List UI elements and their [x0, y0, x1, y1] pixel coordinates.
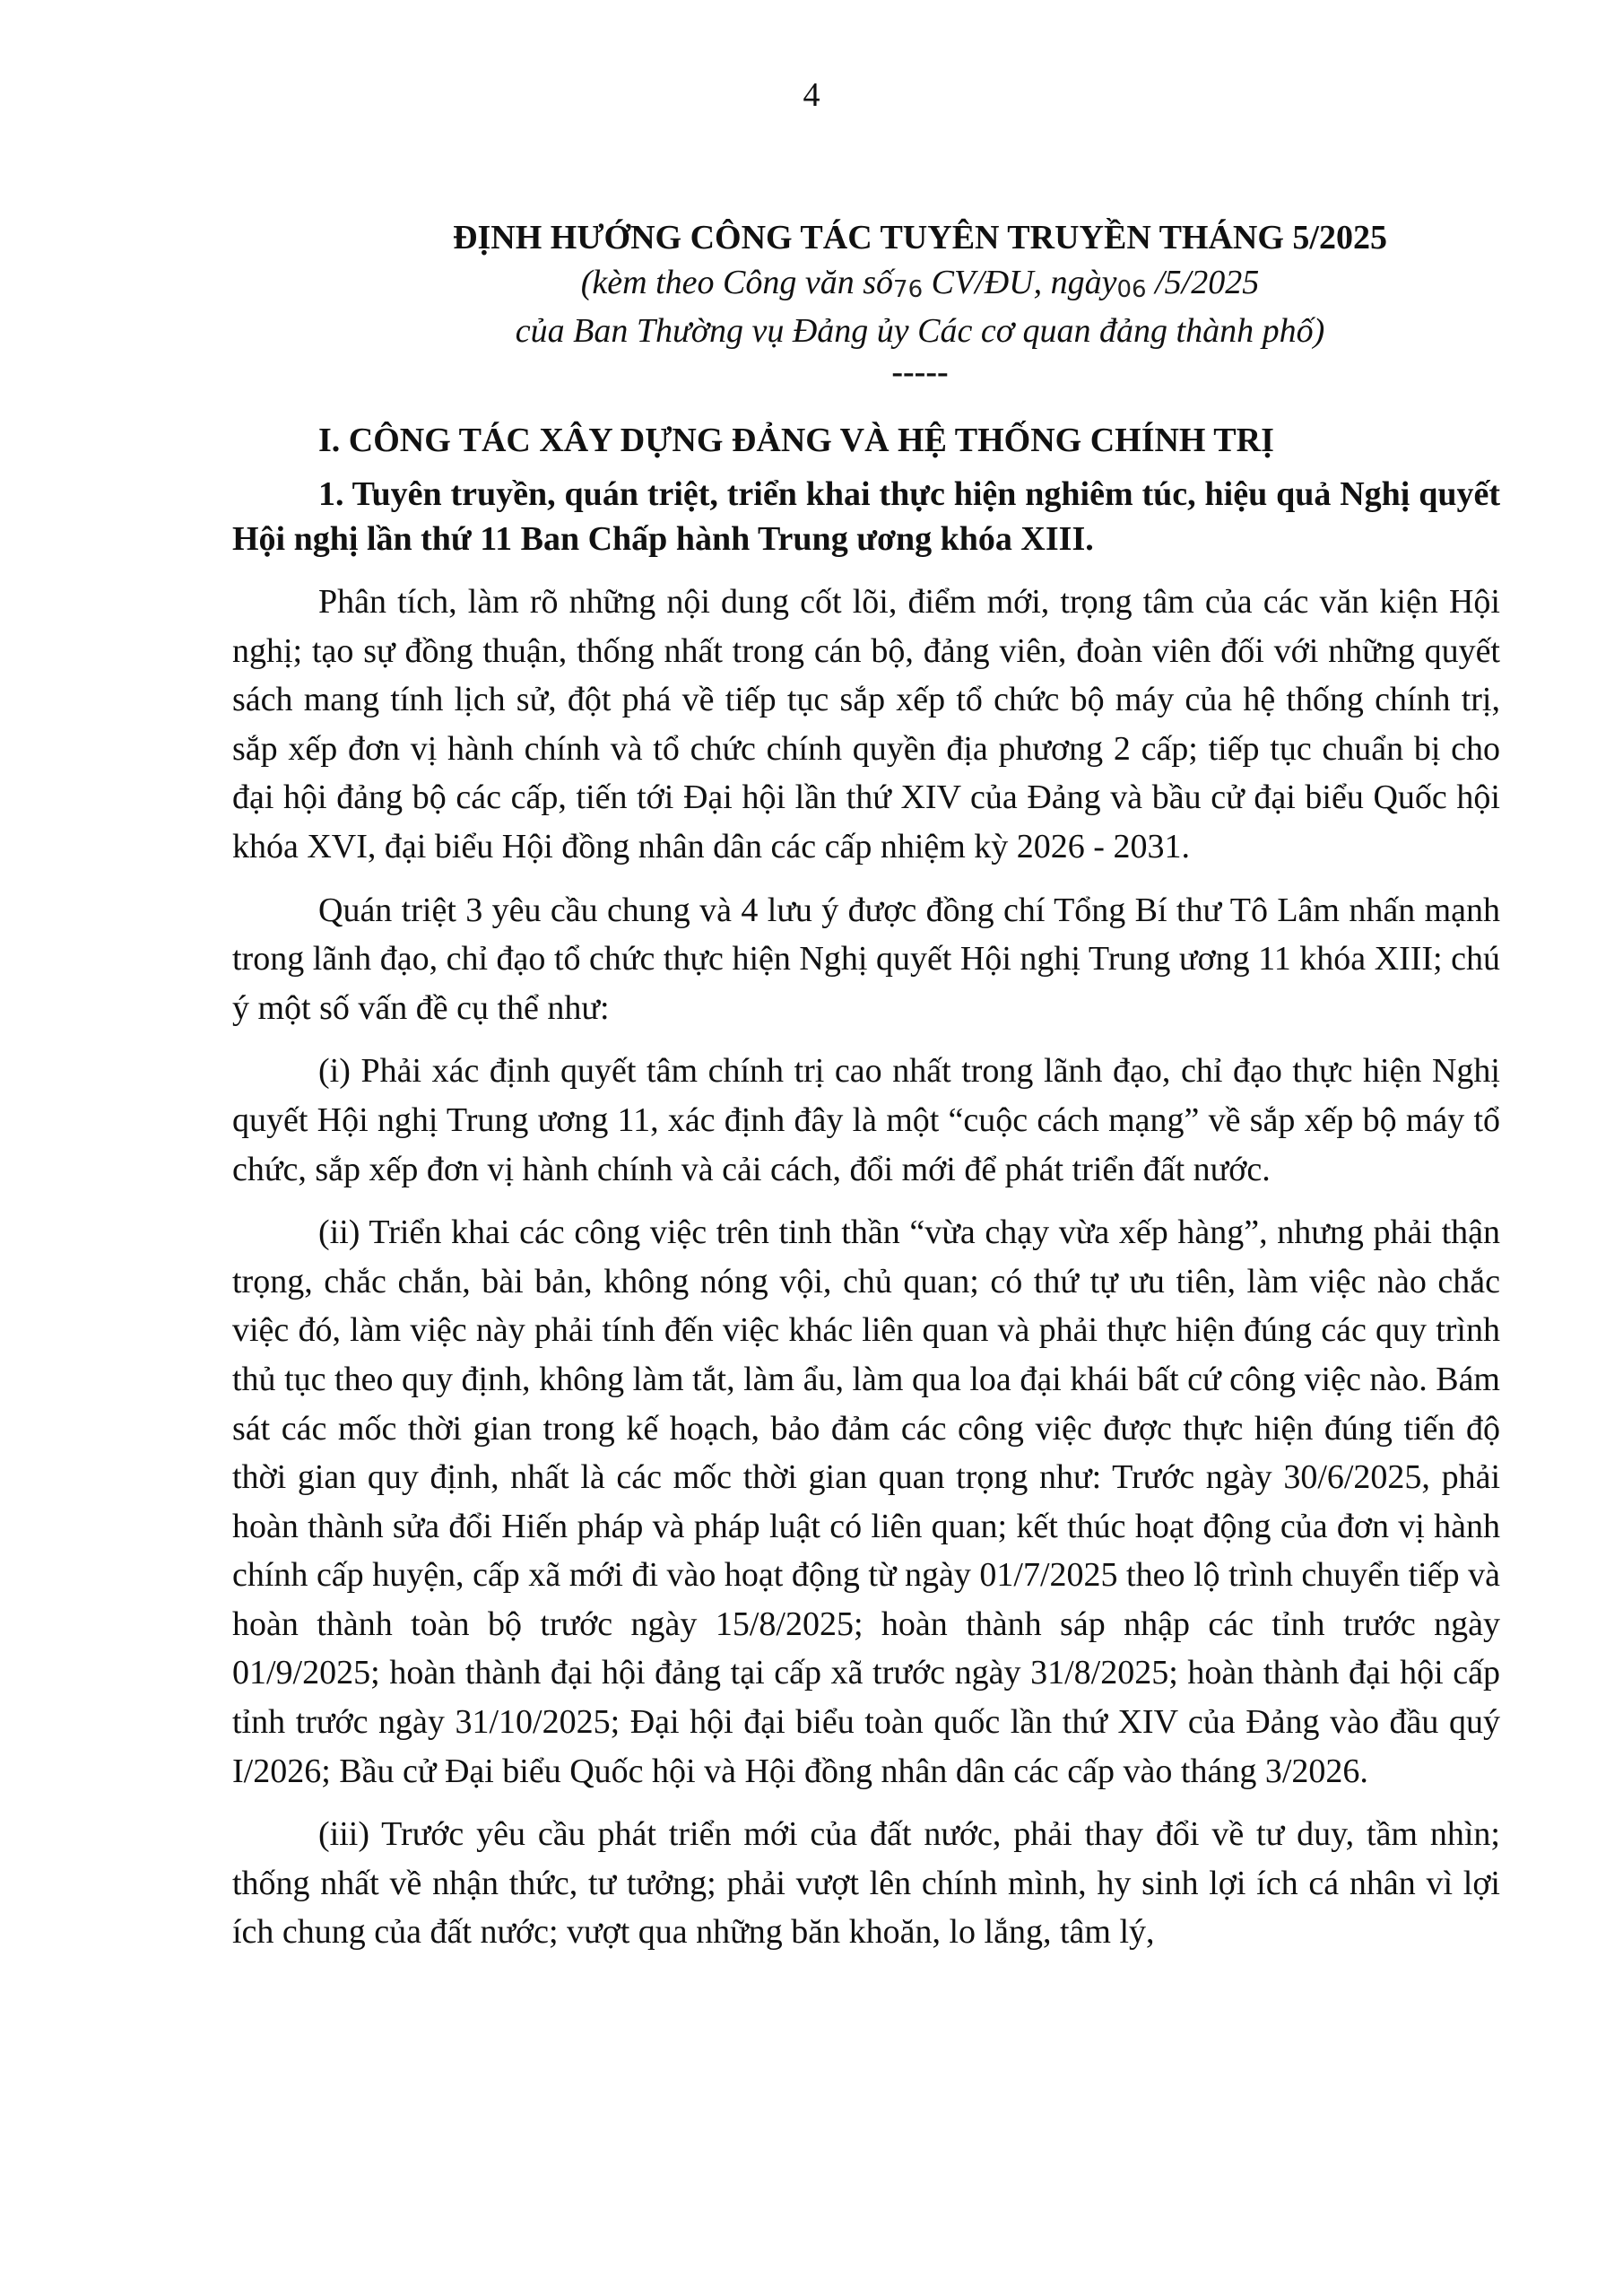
document-subtitle-reference: [340, 260, 1500, 309]
subtitle-middle: CV/ĐU, ngày: [923, 264, 1117, 301]
handwritten-document-number: 76: [893, 276, 924, 303]
document-title: ĐỊNH HƯỚNG CÔNG TÁC TUYÊN TRUYỀN THÁNG 5/2025: [453, 219, 1387, 257]
page-number: 4: [803, 76, 820, 114]
subtitle-suffix: /5/2025: [1146, 264, 1260, 301]
subtitle-prefix: (kèm theo Công văn số: [580, 264, 894, 301]
paragraph: (i) Phải xác định quyết tâm chính trị cao nhất trong lãnh đạo, chỉ đạo thực hiện Nghị quyết Hội nghị Trung ương 11, xác định đây là một “cuộc cách mạng” về sắp xếp bộ máy tổ chức, sắp xếp đơn vị hành chính và cải cách, đổi mới để phát triển đất nước.: [232, 1052, 1500, 1188]
paragraph: (ii) Triển khai các công việc trên tinh thần “vừa chạy vừa xếp hàng”, nhưng phải thận trọng, chắc chắn, bài bản, không nóng vội, chủ quan; có thứ tự ưu tiên, làm việc nào chắc việc đó, làm việc này phải tính đến việc khác liên quan và phải thực hiện đúng các quy trình thủ tục theo quy định, không làm tắt, làm ẩu, làm qua loa đại khái bất cứ công việc nào. Bám sát các mốc thời gian trong kế hoạch, bảo đảm các công việc được thực hiện đúng tiến độ thời gian quy định, nhất là các mốc thời gian quan trọng như: Trước ngày 30/6/2025, phải hoàn thành sửa đổi Hiến pháp và pháp luật có liên quan; kết thúc hoạt động của đơn vị hành chính cấp huyện, cấp xã mới đi vào hoạt động từ ngày 01/7/2025 theo lộ trình chuyển tiếp và hoàn thành toàn bộ trước ngày 15/8/2025; hoàn thành sáp nhập các tỉnh trước ngày 01/9/2025; hoàn thành đại hội đảng tại cấp xã trước ngày 31/8/2025; hoàn thành đại hội cấp tỉnh trước ngày 31/10/2025; Đại hội đại biểu toàn quốc lần thứ XIV của Đảng vào đầu quý I/2026; Bầu cử Đại biểu Quốc hội và Hội đồng nhân dân các cấp vào tháng 3/2026.: [232, 1213, 1500, 1790]
subsection-heading: 1. Tuyên truyền, quán triệt, triển khai thực hiện nghiêm túc, hiệu quả Nghị quyết Hội nghị lần thứ 11 Ban Chấp hành Trung ương khóa XIII.: [232, 475, 1500, 558]
document-body: [232, 215, 1500, 1971]
paragraph: Phân tích, làm rõ những nội dung cốt lõi, điểm mới, trọng tâm của các văn kiện Hội nghị; tạo sự đồng thuận, thống nhất trong cán bộ, đảng viên, đoàn viên đối với những quyết sách mang tính lịch sử, đột phá về tiếp tục sắp xếp tổ chức bộ máy của hệ thống chính trị, sắp xếp đơn vị hành chính và tổ chức chính quyền địa phương 2 cấp; tiếp tục chuẩn bị cho đại hội đảng bộ các cấp, tiến tới Đại hội lần thứ XIV của Đảng và bầu cử đại biểu Quốc hội khóa XVI, đại biểu Hội đồng nhân dân các cấp nhiệm kỳ 2026 - 2031.: [232, 583, 1500, 865]
paragraph: (iii) Trước yêu cầu phát triển mới của đất nước, phải thay đổi về tư duy, tầm nhìn; thống nhất về nhận thức, tư tưởng; phải vượt lên chính mình, hy sinh lợi ích cá nhân vì lợi ích chung của đất nước; vượt qua những băn khoăn, lo lắng, tâm lý,: [232, 1815, 1500, 1952]
document-subtitle-issuer: của Ban Thường vụ Đảng ủy Các cơ quan đảng thành phố): [515, 312, 1325, 350]
handwritten-day: 06: [1116, 276, 1147, 303]
paragraph: Quán triệt 3 yêu cầu chung và 4 lưu ý được đồng chí Tổng Bí thư Tô Lâm nhấn mạnh trong lãnh đạo, chỉ đạo tổ chức thực hiện Nghị quyết Hội nghị Trung ương 11 khóa XIII; chú ý một số vấn đề cụ thể như:: [232, 891, 1500, 1027]
section-heading: I. CÔNG TÁC XÂY DỰNG ĐẢNG VÀ HỆ THỐNG CHÍNH TRỊ: [318, 422, 1274, 459]
separator: -----: [891, 353, 949, 391]
